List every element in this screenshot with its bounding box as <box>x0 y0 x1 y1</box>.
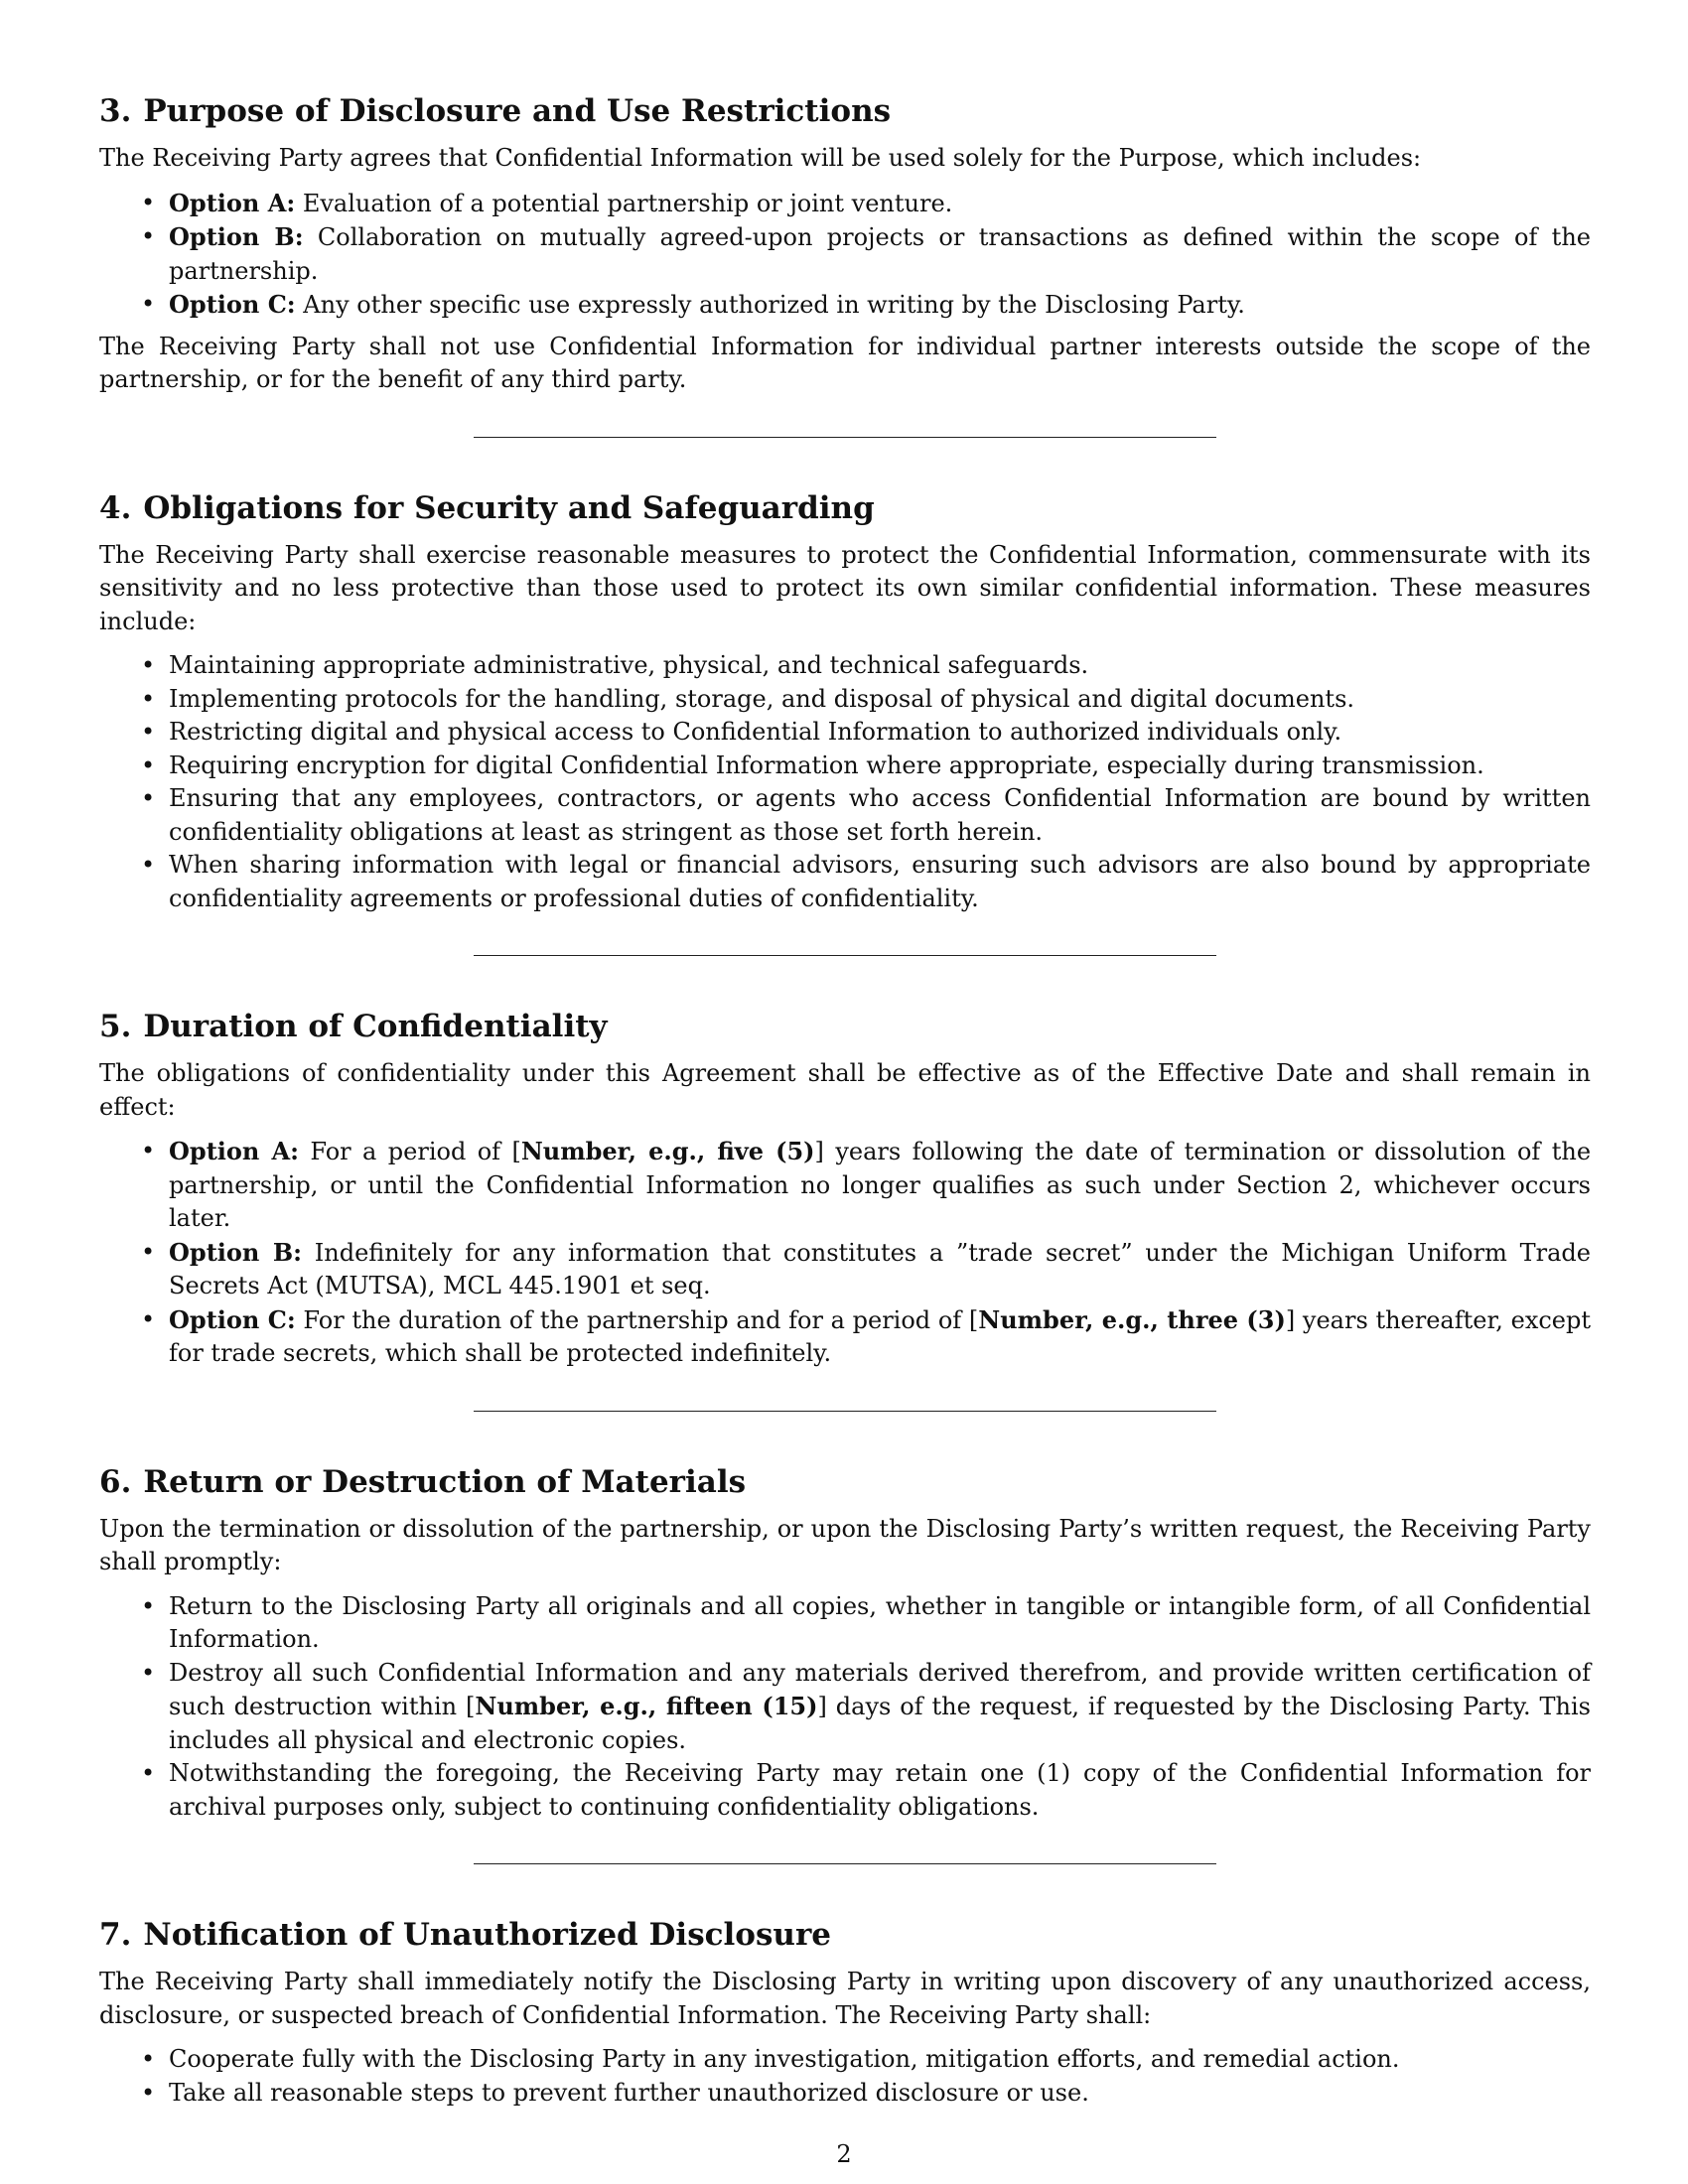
section-divider <box>474 1863 1216 1864</box>
list-item: • Restricting digital and physical access to Confidential Information to authorized individuals only. <box>99 716 1591 750</box>
section-intro: The obligations of confidentiality under this Agreement shall be effective as of the Effective Date and shall remain in effect: <box>99 1059 1591 1121</box>
page-number: 2 <box>836 2140 852 2168</box>
section-closing: The Receiving Party shall not use Confidential Information for individual partner interests outside the scope of the partnership, or for the benefit of any third party. <box>99 332 1591 393</box>
list-item: • Option B: Collaboration on mutually agreed-upon projects or transactions as defined within the scope of the partnership. <box>99 220 1591 288</box>
section-4 <box>99 489 1591 916</box>
section-5 <box>99 1008 1591 1371</box>
section-intro: The Receiving Party agrees that Confidential Information will be used solely for the Purpose, which includes: <box>99 144 1422 172</box>
list-item: • Option A: Evaluation of a potential partnership or joint venture. <box>99 187 1591 221</box>
document-page <box>99 0 1591 2184</box>
bullet-list <box>99 1135 1591 1371</box>
list-item: • Take all reasonable steps to prevent further unauthorized disclosure or use. <box>99 2077 1591 2111</box>
section-7 <box>99 1916 1591 2110</box>
section-divider <box>474 1411 1216 1412</box>
section-heading: 6. Return or Destruction of Materials <box>99 1463 747 1500</box>
section-intro: Upon the termination or dissolution of the partnership, or upon the Disclosing Party’s written request, the Receiving Party shall promptly: <box>99 1514 1591 1575</box>
list-item: • When sharing information with legal or financial advisors, ensuring such advisors are also bound by appropriate confidentiality agreements or professional duties of confidentiality. <box>99 849 1591 915</box>
list-item: • Cooperate fully with the Disclosing Party in any investigation, mitigation efforts, and remedial action. <box>99 2043 1591 2077</box>
bullet-list <box>99 2043 1591 2110</box>
list-item: • Implementing protocols for the handling, storage, and disposal of physical and digital documents. <box>99 683 1591 717</box>
section-divider <box>474 955 1216 956</box>
bullet-list <box>99 649 1591 915</box>
list-item: • Requiring encryption for digital Confidential Information where appropriate, especially during transmission. <box>99 750 1591 783</box>
section-divider <box>474 437 1216 438</box>
section-heading: 4. Obligations for Security and Safeguarding <box>99 489 875 526</box>
section-heading: 5. Duration of Confidentiality <box>99 1009 608 1044</box>
section-intro: The Receiving Party shall immediately notify the Disclosing Party in writing upon discovery of any unauthorized access, disclosure, or suspected breach of Confidential Information. The Receiving Party shall: <box>99 1968 1591 2029</box>
section-6 <box>99 1463 1591 1825</box>
section-heading: 3. Purpose of Disclosure and Use Restrictions <box>99 93 892 129</box>
list-item: • Maintaining appropriate administrative, physical, and technical safeguards. <box>99 649 1591 683</box>
section-3 <box>99 0 1591 397</box>
list-item: • Option C: Any other specific use expressly authorized in writing by the Disclosing Party. <box>99 288 1591 323</box>
list-item: • Destroy all such Confidential Information and any materials derived therefrom, and provide written certification of such destruction within [Number, e.g., fifteen (15)] days of the request, if requested by the Disclosing Party. This includes all physical and electronic copies. <box>99 1657 1591 1758</box>
section-intro: The Receiving Party shall exercise reasonable measures to protect the Confidential Information, commensurate with its sensitivity and no less protective than those used to protect its own similar confidential information. These measures include: <box>99 540 1591 635</box>
bullet-list <box>99 187 1591 323</box>
bullet-list <box>99 1590 1591 1825</box>
list-item: • Notwithstanding the foregoing, the Receiving Party may retain one (1) copy of the Confidential Information for archival purposes only, subject to continuing confidentiality obligations. <box>99 1757 1591 1824</box>
list-item: • Return to the Disclosing Party all originals and all copies, whether in tangible or intangible form, of all Confidential Information. <box>99 1590 1591 1657</box>
list-item: • Ensuring that any employees, contractors, or agents who access Confidential Information are bound by written confidentiality obligations at least as stringent as those set forth herein. <box>99 782 1591 849</box>
section-heading: 7. Notification of Unauthorized Disclosure <box>99 1917 832 1953</box>
list-item: • Option C: For the duration of the partnership and for a period of [Number, e.g., three (3)] years thereafter, except for trade secrets, which shall be protected indefinitely. <box>99 1303 1591 1371</box>
list-item: • Option A: For a period of [Number, e.g., five (5)] years following the date of termination or dissolution of the partnership, or until the Confidential Information no longer qualifies as such under Section 2, whichever occurs later. <box>99 1135 1591 1236</box>
list-item: • Option B: Indefinitely for any information that constitutes a ”trade secret” under the Michigan Uniform Trade Secrets Act (MUTSA), MCL 445.1901 et seq. <box>99 1236 1591 1303</box>
